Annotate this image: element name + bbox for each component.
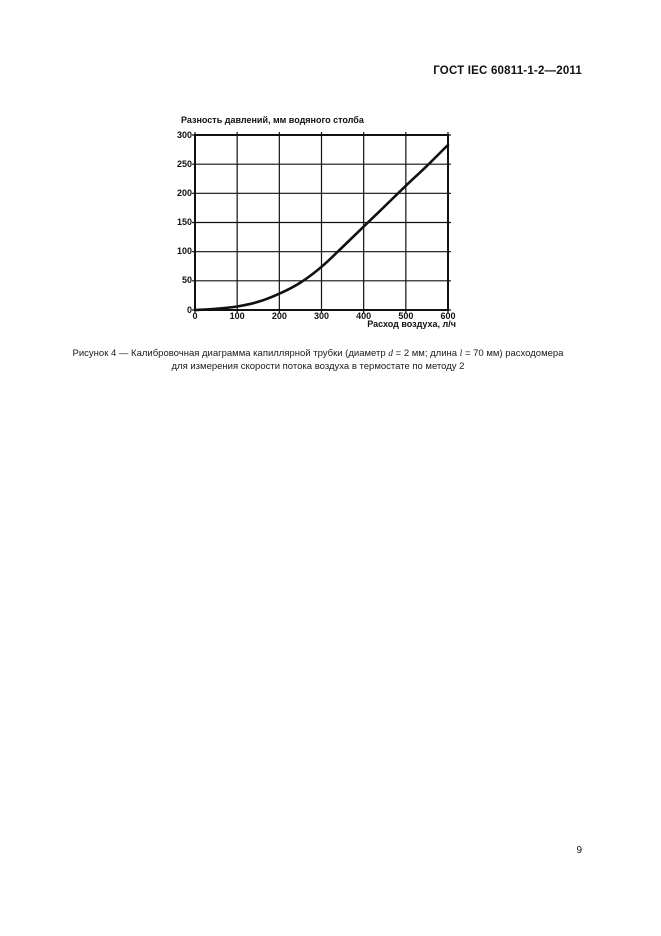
chart-plot-area: [191, 131, 452, 314]
x-tick-label: 600: [440, 311, 456, 321]
x-tick-label: 0: [192, 311, 198, 321]
x-axis-label: Расход воздуха, л/ч: [367, 319, 456, 329]
y-tick-label: 250: [176, 158, 192, 169]
y-tick-label: 300: [176, 129, 192, 140]
x-tick-label: 400: [356, 311, 372, 321]
x-tick-label: 300: [313, 311, 330, 321]
x-tick-label: 200: [271, 311, 287, 321]
caption-text: = 70 мм) расходомера: [462, 348, 564, 359]
document-header: ГОСТ IEC 60811-1-2—2011: [433, 65, 582, 77]
y-tick-label: 200: [176, 187, 192, 198]
figure-caption: [30, 348, 606, 373]
y-tick-label: 0: [186, 304, 192, 315]
caption-text: Рисунок 4 — Калибровочная диаграмма капиллярной трубки (диаметр: [72, 348, 389, 359]
caption-var-d: d: [388, 349, 394, 359]
y-tick-label: 50: [181, 275, 192, 286]
figure-caption-line1: [30, 348, 606, 361]
caption-text: = 2 мм; длина: [393, 348, 460, 359]
y-tick-label: 100: [176, 246, 192, 257]
x-tick-label: 100: [229, 311, 245, 321]
figure-caption-line2: для измерения скорости потока воздуха в термостате по методу 2: [171, 360, 465, 372]
x-tick-label: 500: [398, 311, 414, 321]
page-number: 9: [576, 845, 582, 856]
y-axis-title: Разность давлений, мм водяного столба: [181, 115, 364, 125]
caption-var-l: l: [459, 349, 463, 359]
y-tick-label: 150: [176, 217, 192, 227]
